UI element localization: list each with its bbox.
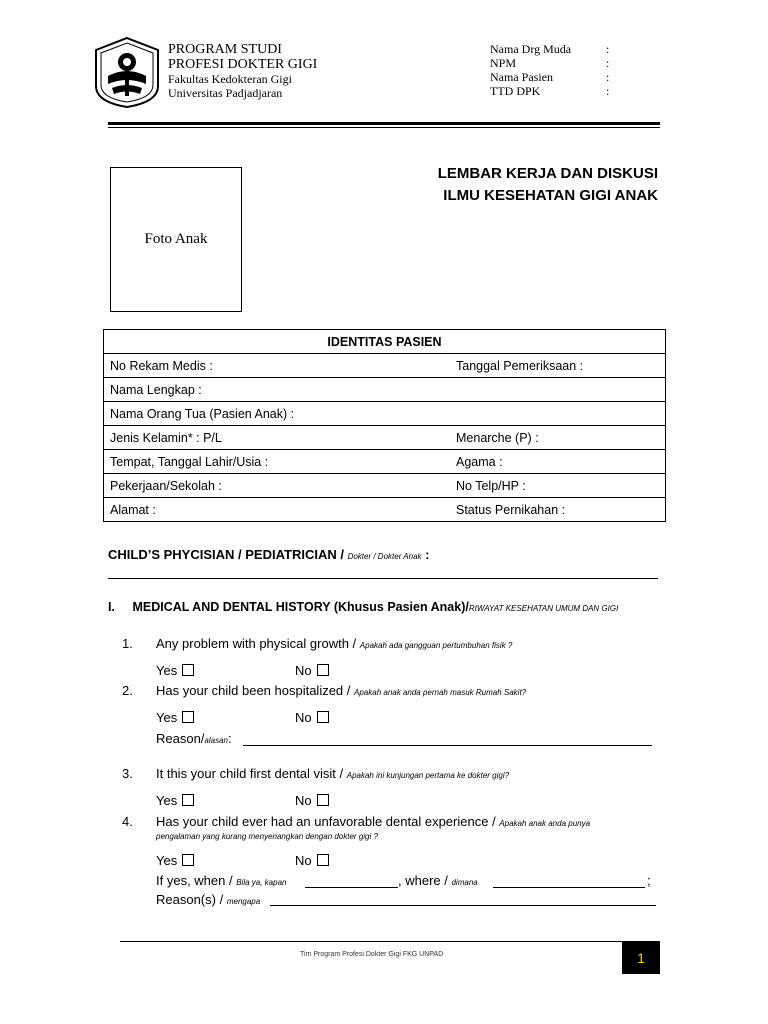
q1-yes-option[interactable] [156,663,194,678]
question-text-wrap [156,636,512,651]
identity-row [104,354,666,378]
identity-row [104,426,666,450]
meta-colon: : [606,56,610,70]
where-label: , where / [398,873,448,888]
field-label-right: Agama : [456,454,503,469]
checkbox-icon[interactable] [182,854,194,866]
field-label-right: Menarche (P) : [456,430,539,445]
identity-heading: IDENTITAS PASIEN [104,330,666,354]
question-text: Has your child been hospitalized / [156,683,351,698]
meta-label: TTD DPK [490,84,541,98]
checkbox-icon[interactable] [182,711,194,723]
q2-yes-option[interactable] [156,710,194,725]
meta-label: NPM [490,56,517,70]
program-name: PROGRAM STUDI [168,42,282,57]
field-label: Nama Lengkap : [110,382,202,397]
question-text-wrap [156,814,590,829]
no-label: No [295,663,312,678]
question-number: 3. [122,766,133,781]
no-label: No [295,710,312,725]
field-label: Jenis Kelamin* : P/L [110,430,222,445]
q4-no-option[interactable] [295,853,329,868]
section-subtitle: RIWAYAT KESEHATAN UMUM DAN GIGI [468,604,619,613]
field-label: Pekerjaan/Sekolah : [110,478,222,493]
reasons-label-wrap [156,892,260,907]
identity-cell [104,450,666,474]
question-3 [122,766,510,781]
checkbox-icon[interactable] [182,794,194,806]
meta-colon: : [606,70,610,84]
reason-label: Reason/ [156,731,205,746]
when-fill-line[interactable] [305,887,398,888]
field-label: No Rekam Medis : [110,358,213,373]
q2-reason [156,731,232,746]
meta-colon: : [606,84,610,98]
question-number: 2. [122,683,133,698]
photo-box [110,167,242,312]
question-subtext: Apakah anak anda pernah masuk Rumah Sakit? [354,688,527,697]
meta-colon: : [606,42,610,56]
title-line-2: ILMU KESEHATAN GIGI ANAK [443,187,658,204]
question-text-wrap [156,683,526,698]
q1-no-option[interactable] [295,663,329,678]
question-number: 4. [122,814,133,829]
yes-label: Yes [156,853,178,868]
q4-yes-option[interactable] [156,853,194,868]
question-subtext: Apakah ini kunjungan pertama ke dokter gigi? [346,771,510,780]
q3-no-option[interactable] [295,793,329,808]
meta-row [490,84,620,98]
meta-label: Nama Pasien [490,70,553,84]
physician-colon: : [425,547,430,562]
footer-rule [120,941,630,942]
title-line-1: LEMBAR KERJA DAN DISKUSI [437,165,658,182]
checkbox-icon[interactable] [182,664,194,676]
meta-row [490,42,620,56]
field-label: Tempat, Tanggal Lahir/Usia : [110,454,269,469]
field-label-right: Tanggal Pemeriksaan : [456,358,584,373]
identity-cell [104,378,666,402]
when-subtext: Bila ya, kapan [236,878,287,887]
reason-fill-line[interactable] [243,745,652,746]
question-number: 1. [122,636,133,651]
physician-fill-line[interactable] [108,578,658,579]
no-label: No [295,793,312,808]
identity-row [104,450,666,474]
question-subtext: Apakah anak anda punya [499,819,591,828]
physician-subtext: Dokter / Dokter Anak [347,552,422,561]
question-subtext-2: pengalaman yang kurang menyenangkan dengan dokter gigi ? [156,832,378,841]
checkbox-icon[interactable] [317,664,329,676]
question-4 [122,814,591,829]
if-yes-when-label [156,873,286,888]
question-1 [122,636,513,651]
photo-label: Foto Anak [144,231,208,247]
physician-label [108,547,430,562]
reason-colon: : [228,731,232,746]
yes-label: Yes [156,663,178,678]
meta-label: Nama Drg Muda [490,42,572,56]
header-rule-thin [108,127,660,128]
identity-cell [104,402,666,426]
q2-no-option[interactable] [295,710,329,725]
identity-cell [104,474,666,498]
field-label-right: Status Pernikahan : [456,502,566,517]
meta-block [490,42,620,98]
question-text: Has your child ever had an unfavorable dental experience / [156,814,496,829]
program-name-2: PROFESI DOKTER GIGI [168,57,318,72]
q3-yes-option[interactable] [156,793,194,808]
meta-row [490,56,620,70]
section-title: MEDICAL AND DENTAL HISTORY (Khusus Pasien Anak)/ [132,600,469,614]
identity-row [104,498,666,522]
identity-cell [104,354,666,378]
reasons-fill-line[interactable] [270,905,656,906]
reasons-label: Reason(s) / [156,892,224,907]
document-title [438,163,658,207]
identity-header-row [104,330,666,354]
question-2 [122,683,527,698]
university-name: Universitas Padjadjaran [168,86,283,100]
where-subtext: dimana [451,878,478,887]
checkbox-icon[interactable] [317,854,329,866]
section-number: I. [108,600,115,614]
where-label-wrap [398,873,478,888]
reason-subtext: alasan [204,736,228,745]
field-label-right: No Telp/HP : [456,478,526,493]
institution-block [168,42,317,100]
question-text-wrap [156,766,509,781]
identity-cell [104,426,666,450]
question-text: It this your child first dental visit / [156,766,344,781]
identity-cell [104,498,666,522]
faculty-name: Fakultas Kedokteran Gigi [168,72,292,86]
page-number-badge [622,941,660,974]
identity-table [103,329,666,522]
footer-text: Tim Program Profesi Dokter Gigi FKG UNPAD [300,951,444,958]
header-rule-thick [108,122,660,125]
physician-text: CHILD’S PHYCISIAN / PEDIATRICIAN / [108,547,344,562]
section-heading [108,600,618,614]
meta-row [490,70,620,84]
identity-row [104,402,666,426]
where-fill-line[interactable] [493,887,645,888]
page-number: 1 [637,949,645,966]
university-logo [92,36,162,108]
checkbox-icon[interactable] [317,794,329,806]
field-label: Alamat : [110,502,156,517]
identity-row [104,474,666,498]
where-semicolon: ; [647,873,651,888]
question-text: Any problem with physical growth / [156,636,357,651]
when-label: If yes, when / [156,873,233,888]
field-label: Nama Orang Tua (Pasien Anak) : [110,406,295,421]
yes-label: Yes [156,793,178,808]
identity-row [104,378,666,402]
reasons-subtext: mengapa [226,897,261,906]
yes-label: Yes [156,710,178,725]
checkbox-icon[interactable] [317,711,329,723]
no-label: No [295,853,312,868]
question-subtext: Apakah ada gangguan pertumbuhan fisik ? [359,641,513,650]
